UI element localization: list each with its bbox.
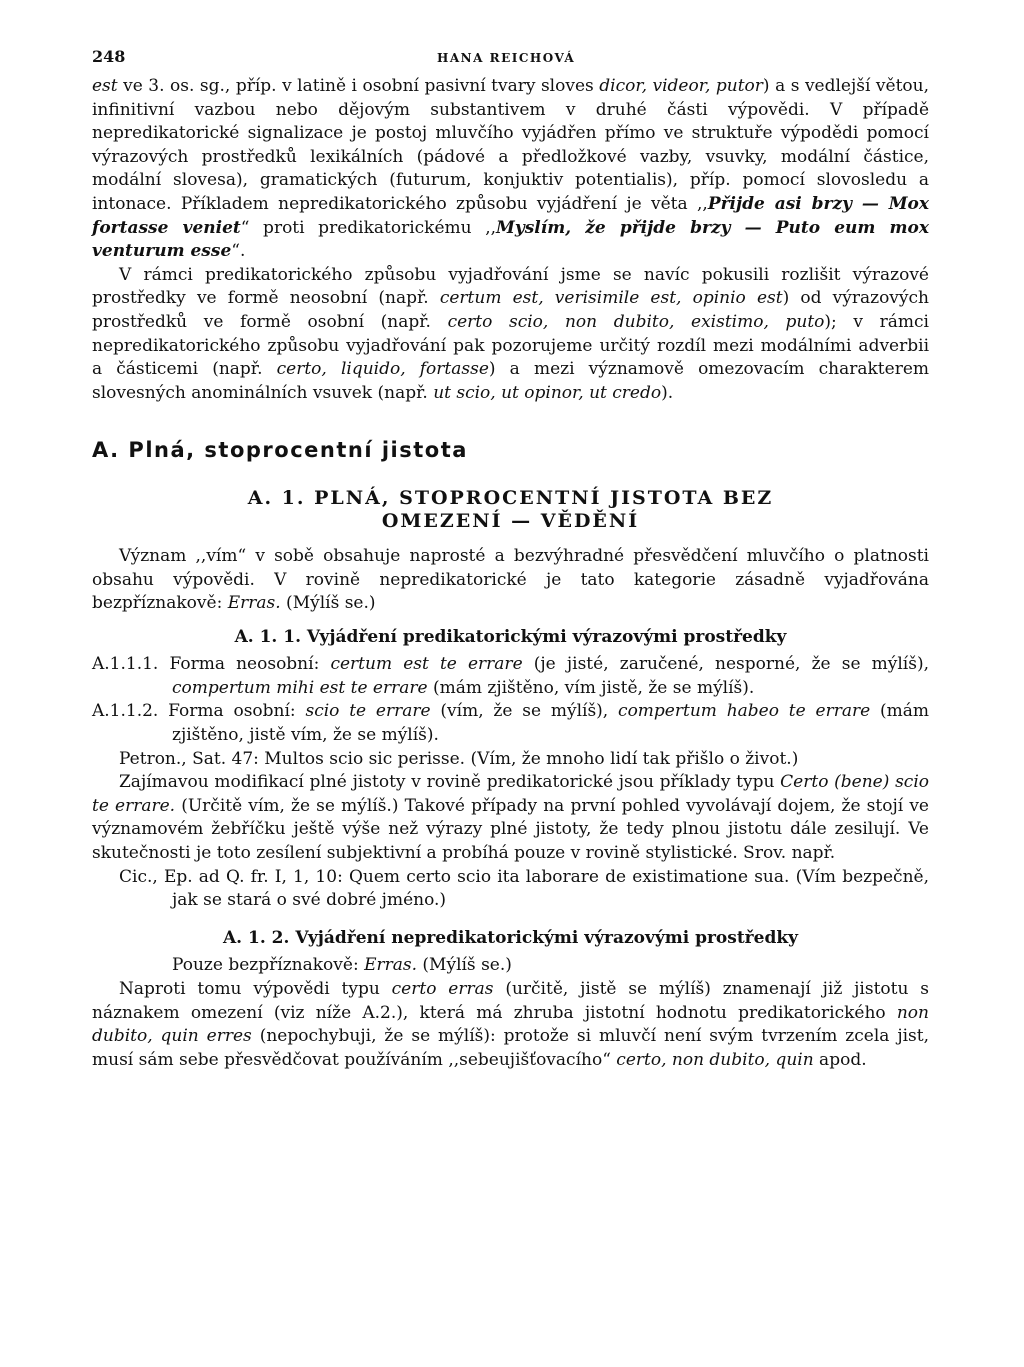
text-run: certo, liquido, fortasse (276, 359, 489, 380)
text-run: ve 3. os. sg., příp. v latině i osobní pasivní tvary sloves (117, 76, 600, 96)
text-run: (mám zjištěno, jistě vím, že se mýlíš). (172, 701, 929, 746)
text-run: (určitě, jistě se mýlíš) znamenají již jistotu s náznakem omezení (viz níže A.2.), která má zhruba jistotní hodnotu predikatorického (92, 979, 930, 1023)
text-run: non dubito, quin erres (92, 1002, 929, 1047)
text-run: Myslím, že přijde brzy — Puto eum mox venturum esse (92, 217, 929, 262)
text-run: certo erras (391, 979, 494, 999)
text-run: apod. (813, 1049, 867, 1070)
paragraph-only-unmarked (92, 954, 929, 978)
running-head-author: HANA REICHOVÁ (437, 51, 576, 65)
text-run: (Určitě vím, že se mýlíš.) Takové případy na první pohled vyvolávají dojem, že stojí ve významovém žebříčku ještě výše než výrazy plné jistoty, že tedy plnou jistotu dále zesilují. Ve skutečnosti je toto zesílení subjektivní a probíhá pouze v rovině stylistické. Srov. např. (92, 795, 929, 864)
page-number: 248 (92, 47, 126, 66)
text-run: “. (231, 241, 246, 262)
text-run: (vím, že se mýlíš), (430, 701, 619, 722)
paragraph-intro (92, 75, 929, 264)
example-a112 (92, 700, 929, 747)
text-run: Přijde asi brzy — Mox fortasse veniet (92, 193, 929, 238)
text-run: “ proti predikatorickému ,, (240, 217, 497, 238)
paragraph-modification (92, 771, 929, 865)
text-run: Naproti tomu výpovědi typu (119, 979, 392, 999)
section-heading-a: A. Plná, stoprocentní jistota (92, 438, 468, 463)
text-run: A.1.1.2. Forma osobní: (92, 701, 306, 722)
text-run: ); v rámci nepredikatorického způsobu vyjadřování pak pozorujeme určitý rozdíl mezi modálními adverbii a částicemi (např. (92, 311, 929, 380)
section-heading-a1-line1: A. 1. PLNÁ, STOPROCENTNÍ JISTOTA BEZ (247, 486, 774, 509)
paragraph-meaning (92, 545, 929, 616)
text-run: Erras. (227, 593, 281, 614)
text-run: Petron., Sat. 47: Multos scio sic perisse. (Vím, že mnoho lidí tak přišlo o život.) (119, 748, 799, 769)
paragraph-predicative (92, 264, 929, 406)
text-run: compertum habeo te errare (618, 701, 871, 722)
section-heading-a11: A. 1. 1. Vyjádření predikatorickými výrazovými prostředky (234, 626, 787, 647)
section-heading-a12: A. 1. 2. Vyjádření nepredikatorickými výrazovými prostředky (222, 927, 798, 948)
text-run: (Mýlíš se.) (417, 955, 512, 976)
section-heading-a1 (92, 487, 929, 533)
text-run: scio te errare (305, 701, 431, 722)
text-run: Zajímavou modifikací plné jistoty v rovině predikatorické jsou příklady typu (119, 772, 781, 793)
text-run: ) od výrazových prostředků ve formě osobní (např. (92, 288, 929, 332)
text-run: V rámci predikatorického způsobu vyjadřování jsme se navíc pokusili rozlišit výrazové prostředky ve formě neosobní (např. (92, 264, 929, 309)
text-run: ) a mezi významově omezovacím charakterem slovesných anominálních vsuvek (např. (92, 359, 930, 403)
text-run: Erras. (364, 955, 418, 976)
text-run: ). (661, 382, 674, 403)
citation-cicero (92, 866, 929, 913)
section-heading-a1-line2: OMEZENÍ — VĚDĚNÍ (381, 509, 640, 532)
text-run: certo scio, non dubito, existimo, puto (447, 311, 825, 332)
citation-petron (92, 748, 929, 772)
text-run: A.1.1.1. Forma neosobní: (92, 654, 331, 675)
text-run: (Mýlíš se.) (280, 593, 376, 614)
text-run: ) a s vedlejší větou, infinitivní vazbou nebo dějovým substantivem v druhé části výpovědi. V případě nepredikatorické signalizace je postoj mluvčího vyjádřen přímo ve struktuře výpodědi pomocí výrazových prostředků lexikálních (pádové a předložkové vazby, vsuvky, modální částice, modální slovesa), gramatických (futurum, konjuktiv potentialis), příp. pomocí slovosledu a intonace. Příkladem nepredikatorického způsobu vyjádření je věta ,, (92, 76, 930, 214)
running-head (92, 45, 929, 75)
text-run: dicor, videor, putor (599, 76, 763, 96)
text-run: (mám zjištěno, vím jistě, že se mýlíš). (427, 677, 755, 698)
text-run: (nepochybuji, že se mýlíš): protože si mluvčí není svým tvrzením zcela jist, musí sám sebe přesvědčovat používáním ,,sebeujišťovacího“ (92, 1026, 929, 1070)
example-a111 (92, 653, 929, 700)
text-run: est (92, 76, 118, 96)
text-run: compertum mihi est te errare (172, 677, 428, 698)
text-run: ut scio, ut opinor, ut credo (433, 382, 662, 403)
text-run: certum est, verisimile est, opinio est (439, 288, 783, 309)
text-run: Cic., Ep. ad Q. fr. I, 1, 10: Quem certo scio ita laborare de existimatione sua. (Vím bezpečně, jak se stará o své dobré jméno.) (119, 866, 929, 911)
text-run: certum est te errare (330, 654, 523, 675)
text-run: (je jisté, zaručené, nesporné, že se mýlíš), (522, 654, 930, 675)
text-run: Pouze bezpříznakově: (172, 955, 365, 976)
paragraph-contrast (92, 978, 929, 1072)
text-run: certo, non dubito, quin (616, 1049, 814, 1070)
text-run: Certo (bene) scio te errare. (92, 772, 930, 816)
text-run: Význam ,,vím“ v sobě obsahuje naprosté a bezvýhradné přesvědčení mluvčího o platnosti obsahu výpovědi. V rovině nepredikatorické je tato kategorie zásadně vyjadřována bezpříznakově: (92, 545, 929, 614)
